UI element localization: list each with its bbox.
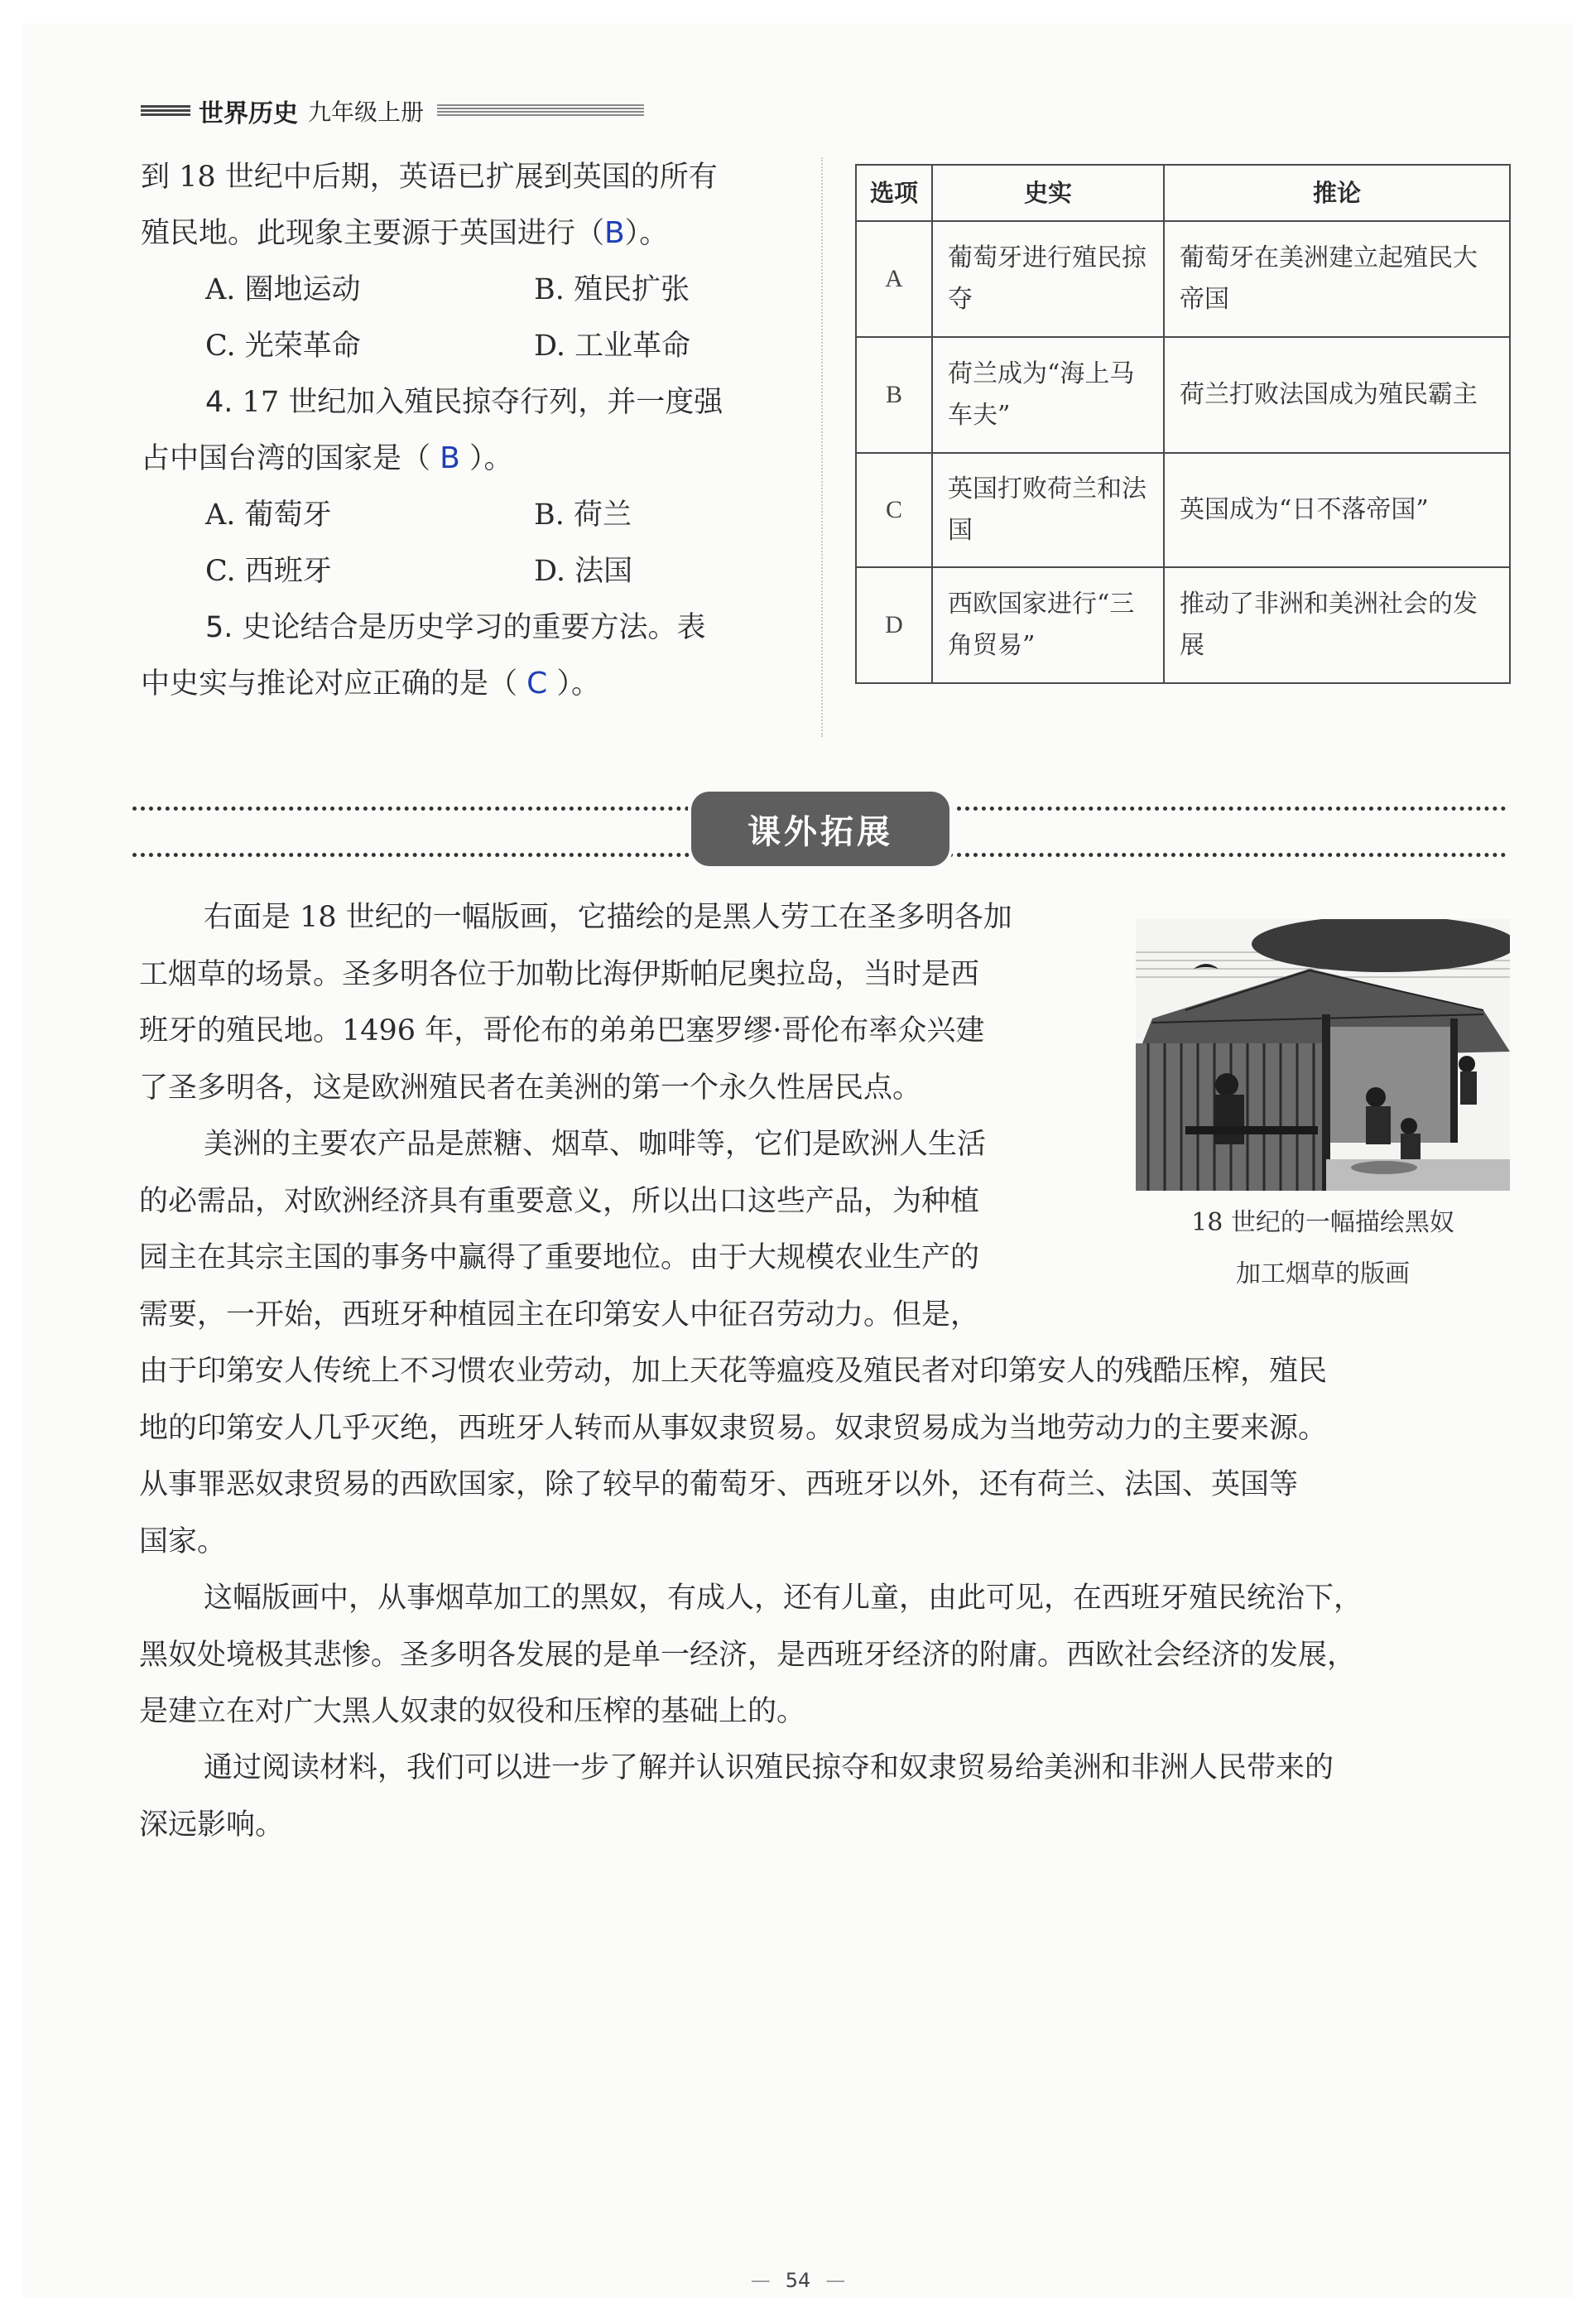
table-cell-fact: 荷兰成为“海上马车夫”: [932, 337, 1164, 453]
column-divider: [821, 157, 823, 737]
reading-line: 右面是 18 世纪的一幅版画，它描绘的是黑人劳工在圣多明各加: [204, 901, 1012, 934]
table-cell-inference: 推动了非洲和美洲社会的发展: [1164, 567, 1510, 683]
q3-option-d: D. 工业革命: [534, 330, 691, 363]
q5-number: 5.: [205, 611, 233, 644]
table-cell-option: A: [856, 221, 932, 337]
reading-line: 工烟草的场景。圣多明各位于加勒比海伊斯帕尼奥拉岛，当时是西: [139, 957, 980, 991]
section-title-extension-reading: 课外拓展: [691, 792, 949, 866]
reading-line: 由于印第安人传统上不习惯农业劳动，加上天花等瘟疫及殖民者对印第安人的残酷压榨，殖民: [139, 1355, 1328, 1388]
q5-stem: 史论结合是历史学习的重要方法。表: [242, 611, 706, 644]
reading-line: 地的印第安人几乎灭绝，西班牙人转而从事奴隶贸易。奴隶贸易成为当地劳动力的主要来源。: [139, 1411, 1328, 1445]
q3-answer: B: [604, 216, 625, 250]
reading-line: 美洲的主要农产品是蔗糖、烟草、咖啡等，它们是欧洲人生活: [204, 1128, 987, 1161]
q5-stem-2: 中史实与推论对应正确的是（: [141, 667, 518, 701]
table-cell-fact: 葡萄牙进行殖民掠夺: [932, 221, 1164, 337]
reading-line: 从事罪恶奴隶贸易的西欧国家，除了较早的葡萄牙、西班牙以外，还有荷兰、法国、英国等: [139, 1468, 1299, 1501]
q4-stem: 17 世纪加入殖民掠夺行列，并一度强: [242, 386, 723, 419]
table-cell-inference: 英国成为“日不落帝国”: [1164, 453, 1510, 567]
reading-line: 这幅版画中，从事烟草加工的黑奴，有成人，还有儿童，由此可见，在西班牙殖民统治下，: [204, 1582, 1363, 1615]
table-cell-option: B: [856, 337, 932, 453]
header-bar-decoration: [141, 105, 190, 117]
q4-option-a: A. 葡萄牙: [205, 498, 332, 532]
reading-line: 是建立在对广大黑人奴隶的奴役和压榨的基础上的。: [139, 1695, 806, 1728]
reading-paragraph-3: [139, 1570, 1530, 1741]
figure-caption-line-2: 加工烟草的版画: [1236, 1259, 1410, 1288]
running-header: [141, 93, 644, 129]
q3-line-1: 到 18 世纪中后期，英语已扩展到英国的所有: [141, 161, 718, 194]
table-cell-inference: 葡萄牙在美洲建立起殖民大帝国: [1164, 221, 1510, 337]
table-row: [856, 567, 1510, 683]
reading-line: 黑奴处境极其悲惨。圣多明各发展的是单一经济，是西班牙经济的附庸。西欧社会经济的发展，: [139, 1638, 1357, 1672]
reading-line: 的必需品，对欧洲经济具有重要意义，所以出口这些产品，为种植: [139, 1184, 980, 1218]
reading-line: 园主在其宗主国的事务中赢得了重要地位。由于大规模农业生产的: [139, 1241, 980, 1274]
reading-paragraph-1: [139, 889, 1116, 1116]
q4-stem-end: ）。: [469, 442, 513, 475]
page-number-value: 54: [785, 2269, 811, 2292]
table-row: [856, 337, 1510, 453]
table-row: [856, 221, 1510, 337]
q3-option-a: A. 圈地运动: [205, 273, 361, 306]
table-header-fact: 史实: [932, 165, 1164, 221]
q4-line-2: [141, 431, 513, 487]
q5-answer: C: [526, 667, 548, 701]
q4-option-d: D. 法国: [534, 555, 633, 588]
table-cell-inference: 荷兰打败法国成为殖民霸主: [1164, 337, 1510, 453]
reading-line: 深远影响。: [139, 1808, 285, 1842]
table-cell-fact: 西欧国家进行“三角贸易”: [932, 567, 1164, 683]
q4-option-b: B. 荷兰: [534, 498, 632, 532]
table-header-option: 选项: [856, 165, 932, 221]
table-row: [856, 453, 1510, 567]
table-header-row: [856, 165, 1510, 221]
page-number: — 54 —: [750, 2269, 846, 2292]
header-book-title: 世界历史: [199, 99, 298, 128]
q5-stem-end: ）。: [556, 667, 600, 701]
table-cell-option: D: [856, 567, 932, 683]
reading-line: 班牙的殖民地。1496 年，哥伦布的弟弟巴塞罗缪·哥伦布率众兴建: [139, 1014, 985, 1047]
engraving-image: [1136, 919, 1510, 1191]
q3-option-c: C. 光荣革命: [205, 330, 361, 363]
table-header-inference: 推论: [1164, 165, 1510, 221]
q4-number: 4.: [205, 386, 233, 419]
reading-line: 需要，一开始，西班牙种植园主在印第安人中征召劳动力。但是，: [139, 1298, 980, 1331]
fact-inference-table: [855, 164, 1511, 684]
header-rule-decoration: [437, 104, 644, 118]
q4-stem-2: 占中国台湾的国家是（: [141, 442, 431, 475]
q3-option-b: B. 殖民扩张: [534, 273, 690, 306]
q4-line-1: [205, 374, 723, 431]
reading-line: 了圣多明各，这是欧洲殖民者在美洲的第一个永久性居民点。: [139, 1071, 922, 1105]
q3-line-2: [141, 205, 668, 262]
q4-answer: B: [440, 441, 460, 475]
table-cell-option: C: [856, 453, 932, 567]
reading-line: 国家。: [139, 1524, 227, 1558]
reading-paragraph-4: [139, 1740, 1530, 1853]
q4-option-c: C. 西班牙: [205, 555, 332, 588]
q3-stem-end: ）。: [624, 217, 669, 250]
q3-stem: 殖民地。此现象主要源于英国进行（: [141, 217, 605, 250]
q5-line-2: [141, 656, 600, 712]
figure-caption-line-1: 18 世纪的一幅描绘黑奴: [1191, 1208, 1454, 1237]
table-cell-fact: 英国打败荷兰和法国: [932, 453, 1164, 567]
reading-line: 通过阅读材料，我们可以进一步了解并认识殖民掠夺和奴隶贸易给美洲和非洲人民带来的: [204, 1751, 1334, 1784]
header-grade: 九年级上册: [308, 99, 425, 126]
q5-line-1: [205, 600, 706, 656]
